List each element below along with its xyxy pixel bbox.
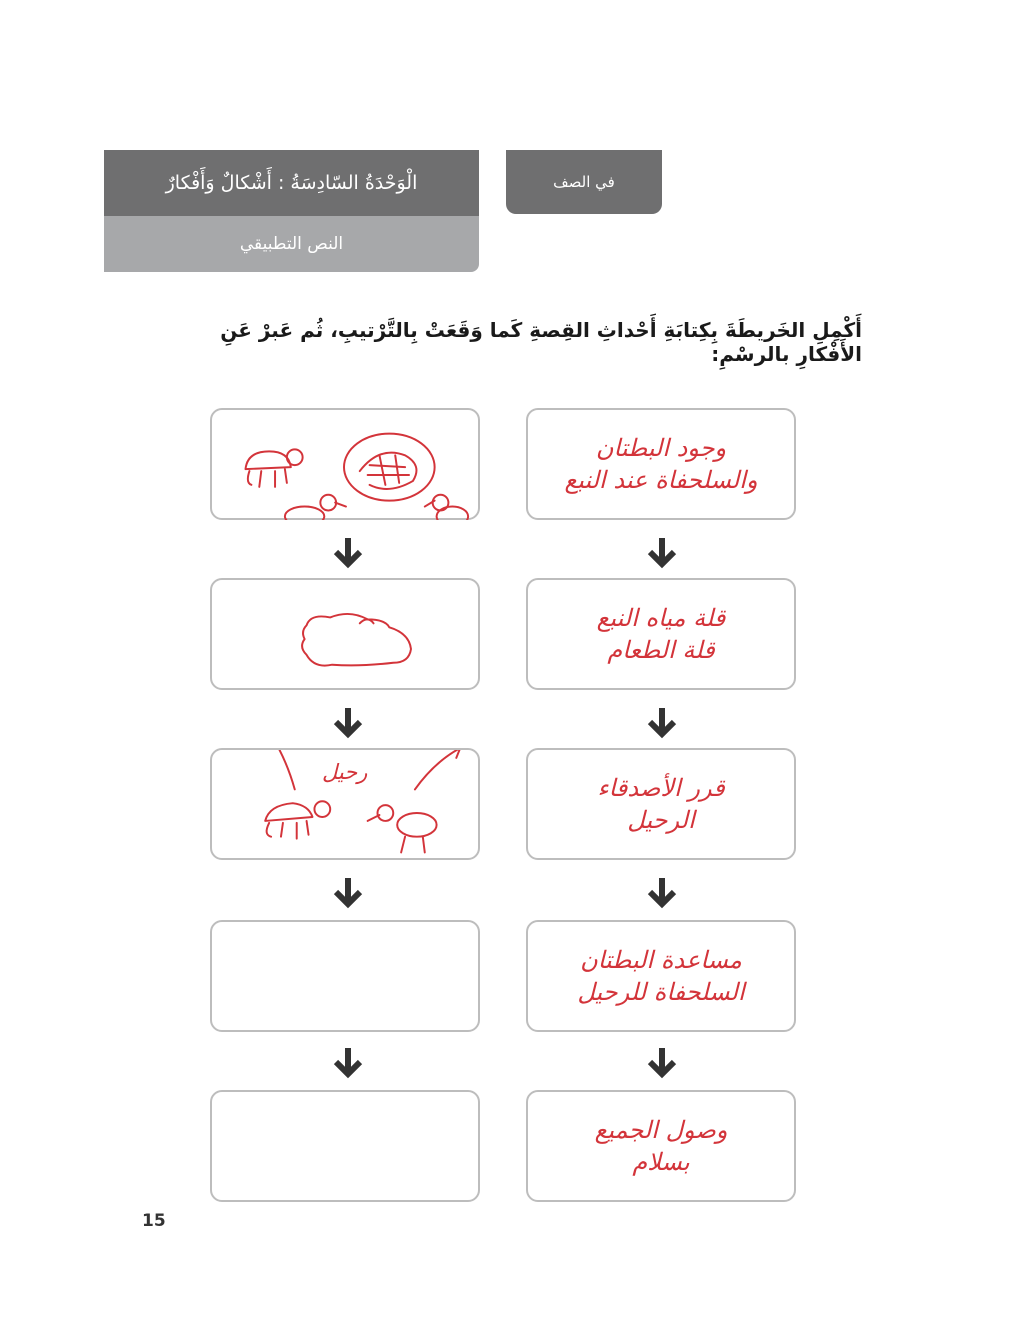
event-line: قرر الأصدقاء <box>597 773 725 802</box>
food-pile-icon <box>344 434 435 501</box>
arrow-down-icon <box>332 1046 364 1080</box>
drawing-label: رحيل <box>322 760 368 784</box>
drawing-box-5[interactable] <box>210 1090 480 1202</box>
event-text-5 <box>528 1092 794 1200</box>
drawing-box-4[interactable] <box>210 920 480 1032</box>
section-title-banner <box>104 216 479 272</box>
event-text-1 <box>528 410 794 518</box>
event-text-2 <box>528 580 794 688</box>
event-text-4 <box>528 922 794 1030</box>
unit-title: الْوَحْدَةُ السّادِسَةُ : أَشْكالٌ وَأَفْكارٌ <box>165 172 418 194</box>
duck-icon <box>368 805 437 852</box>
instruction-text: أَكْمِلِ الخَريطَةَ بِكِتابَةِ أَحْداثِ القِصةِ كَما وَقَعَتْ بِالتَّرْتيبِ، ثُم عَبرْ عَنِ الأَفْكارِ بالرسْمِ: <box>220 318 862 366</box>
drawing-sketch-1 <box>212 410 478 520</box>
event-line: قلة الطعام <box>607 636 715 664</box>
arrow-down-icon <box>646 536 678 570</box>
class-tab <box>506 150 662 214</box>
event-line: وجود البطتان <box>595 433 727 462</box>
unit-title-banner <box>104 150 479 216</box>
arrow-up-icon <box>415 750 460 789</box>
drawing-sketch-3 <box>212 750 478 860</box>
arrow-down-icon <box>332 876 364 910</box>
event-box-1[interactable] <box>526 408 796 520</box>
turtle-icon <box>265 801 330 838</box>
event-box-4[interactable] <box>526 920 796 1032</box>
drawing-sketch-2 <box>212 580 478 690</box>
turtle-icon <box>245 449 302 486</box>
arrow-down-icon <box>332 706 364 740</box>
event-text-3 <box>528 750 794 858</box>
section-title: النص التطبيقي <box>239 234 344 254</box>
event-line: السلحفاة للرحيل <box>577 978 745 1006</box>
event-box-2[interactable] <box>526 578 796 690</box>
event-line: الرحيل <box>627 806 695 834</box>
duck-icon <box>285 495 346 521</box>
drawing-box-2[interactable] <box>210 578 480 690</box>
event-line: قلة مياه النبع <box>596 603 726 632</box>
event-line: والسلحفاة عند النبع <box>564 466 758 494</box>
arrow-up-icon <box>259 750 294 789</box>
arrow-down-icon <box>332 536 364 570</box>
duck-icon <box>425 495 468 521</box>
drawing-box-3[interactable] <box>210 748 480 860</box>
arrow-down-icon <box>646 1046 678 1080</box>
event-box-5[interactable] <box>526 1090 796 1202</box>
page-number: 15 <box>142 1211 166 1231</box>
cloud-icon <box>302 614 411 666</box>
event-line: بسلام <box>632 1148 690 1176</box>
drawing-box-1[interactable] <box>210 408 480 520</box>
arrow-down-icon <box>646 876 678 910</box>
event-line: وصول الجميع <box>594 1115 728 1144</box>
event-box-3[interactable] <box>526 748 796 860</box>
class-tab-label: في الصف <box>553 173 615 191</box>
event-line: مساعدة البطتان <box>580 945 742 974</box>
arrow-down-icon <box>646 706 678 740</box>
